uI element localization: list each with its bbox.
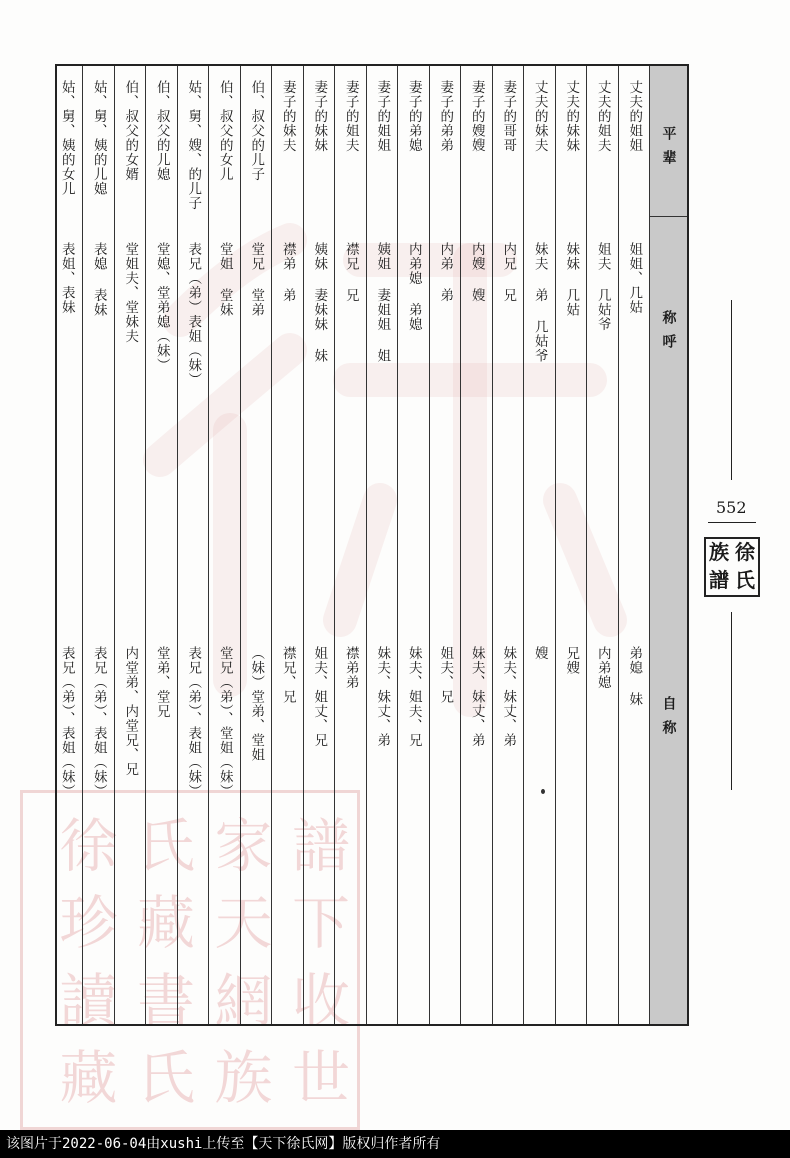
seal-char: 藏 [127, 892, 195, 951]
xu-clan-logo [704, 537, 760, 597]
seal-char: 藏 [49, 1047, 118, 1106]
table-row [429, 66, 461, 1024]
table-row [618, 66, 650, 1024]
relation-cell: 姑、舅、姨的儿媳 [90, 80, 107, 196]
seal-char: 族 [204, 1047, 273, 1106]
address-cell: 表兄（弟）表姐（妹） [185, 242, 202, 387]
relation-cell: 伯、叔父的女婿 [122, 80, 139, 182]
page-number-rule [708, 522, 756, 523]
seal-char: 收 [282, 969, 350, 1028]
seal-char: 珍 [49, 892, 118, 951]
address-cell: 堂姐夫、堂妹夫 [122, 242, 139, 344]
logo-char: 徐 [735, 540, 755, 564]
table-row [334, 66, 366, 1024]
header-self: 自称 [660, 696, 677, 744]
self-cell: 表兄（弟）、表姐（妹） [90, 646, 107, 799]
header-address: 称呼 [660, 310, 677, 358]
address-cell: 姨姐 妻姐姐 姐 [374, 242, 391, 363]
table-row [177, 66, 209, 1024]
seal-char: 書 [127, 969, 195, 1028]
relation-cell: 丈夫的妹妹 [563, 80, 580, 153]
self-cell: 嫂 [531, 646, 548, 661]
relation-cell: 姑、舅、嫂、的儿子 [185, 80, 202, 211]
header-peer: 平辈 [660, 126, 677, 174]
address-cell: 襟弟 弟 [279, 242, 296, 303]
seal-char: 世 [282, 1047, 350, 1106]
table-row [82, 66, 114, 1024]
kinship-table [55, 64, 689, 1026]
address-cell: 姨妹 妻妹妹 妹 [311, 242, 328, 363]
self-cell: 表兄（弟）、表姐（妹） [58, 646, 75, 799]
relation-cell: 妻子的弟弟 [437, 80, 454, 153]
self-cell: 妹夫、姐夫、兄 [405, 646, 422, 748]
relation-cell: 妻子的哥哥 [500, 80, 517, 153]
address-cell: 堂兄 堂弟 [248, 242, 265, 317]
address-cell: 姐夫 几姑爷 [594, 242, 611, 332]
ink-speck [541, 789, 545, 794]
self-cell: 弟媳 妹 [626, 646, 643, 707]
address-cell: 表媳 表妹 [90, 242, 107, 317]
page-number: 552 [716, 498, 747, 517]
address-cell: 妹妹 几姑 [563, 242, 580, 317]
table-row [51, 66, 83, 1024]
address-cell: 堂姐 堂妹 [216, 242, 233, 317]
table-row [114, 66, 146, 1024]
logo-char: 族 [709, 540, 729, 564]
seal-char: 家 [204, 814, 273, 873]
table-row [492, 66, 524, 1024]
table-row [366, 66, 398, 1024]
self-cell: 堂兄（弟）、堂姐（妹） [216, 646, 233, 799]
table-header [649, 66, 687, 1024]
relation-cell: 妻子的嫂嫂 [468, 80, 485, 153]
self-cell: 妹夫、妹丈、弟 [468, 646, 485, 748]
address-cell: 堂媳、堂弟媳（妹） [153, 242, 170, 373]
logo-char: 譜 [709, 568, 729, 592]
self-cell: 襟弟弟 [342, 646, 359, 690]
table-row [271, 66, 303, 1024]
self-cell: 表兄（弟）、表姐（妹） [185, 646, 202, 799]
seal-char: 氏 [127, 1047, 195, 1106]
self-cell: 姐夫、姐丈、兄 [311, 646, 328, 748]
address-cell: 内弟媳 弟媳 [405, 242, 422, 332]
table-row [303, 66, 335, 1024]
self-cell: 姐夫、兄 [437, 646, 454, 704]
self-cell: 堂弟、堂兄 [153, 646, 170, 719]
address-cell: 内嫂 嫂 [468, 242, 485, 303]
relation-cell: 妻子的姐夫 [342, 80, 359, 153]
relation-cell: 妻子的妹妹 [311, 80, 328, 153]
relation-cell: 丈夫的姐姐 [626, 80, 643, 153]
relation-cell: 伯、叔父的儿媳 [153, 80, 170, 182]
table-row [586, 66, 618, 1024]
address-cell: 妹夫 弟 几姑爷 [531, 242, 548, 363]
table-row [523, 66, 555, 1024]
table-row [555, 66, 587, 1024]
seal-char: 網 [204, 969, 273, 1028]
seal-char: 譜 [282, 814, 350, 873]
relation-cell: 妻子的弟媳 [405, 80, 422, 153]
address-cell: 内弟 弟 [437, 242, 454, 303]
logo-char: 氏 [735, 568, 755, 592]
address-cell: 襟兄 兄 [342, 242, 359, 303]
margin-rule-bottom [731, 612, 732, 790]
seal-char: 徐 [49, 814, 118, 873]
table-row [397, 66, 429, 1024]
relation-cell: 丈夫的姐夫 [594, 80, 611, 153]
self-cell: 兄嫂 [563, 646, 580, 675]
self-cell: （妹）堂弟、堂姐 [248, 646, 265, 762]
seal-char: 讀 [49, 969, 118, 1028]
relation-cell: 妻子的姐姐 [374, 80, 391, 153]
relation-cell: 姑、舅、姨的女儿 [58, 80, 75, 196]
self-cell: 襟兄、兄 [279, 646, 296, 704]
relation-cell: 伯、叔父的女儿 [216, 80, 233, 182]
relation-cell: 伯、叔父的儿子 [248, 80, 265, 182]
self-cell: 妹夫、妹丈、弟 [374, 646, 391, 748]
relation-cell: 丈夫的妹夫 [531, 80, 548, 153]
seal-char: 下 [282, 892, 350, 951]
seal-char: 天 [204, 892, 273, 951]
address-cell: 表姐、表妹 [58, 242, 75, 315]
table-row [208, 66, 240, 1024]
self-cell: 内弟媳 [594, 646, 611, 690]
table-row [240, 66, 272, 1024]
margin-rule-top [731, 300, 732, 480]
address-cell: 内兄 兄 [500, 242, 517, 303]
table-row [460, 66, 492, 1024]
self-cell: 内堂弟、内堂兄、兄 [122, 646, 139, 777]
self-cell: 妹夫、妹丈、弟 [500, 646, 517, 748]
address-cell: 姐姐、几姑 [626, 242, 643, 315]
relation-cell: 妻子的妹夫 [279, 80, 296, 153]
table-row [145, 66, 177, 1024]
upload-footer: 该图片于2022-06-04由xushi上传至【天下徐氏网】版权归作者所有 [0, 1130, 790, 1158]
seal-char: 氏 [127, 814, 195, 873]
